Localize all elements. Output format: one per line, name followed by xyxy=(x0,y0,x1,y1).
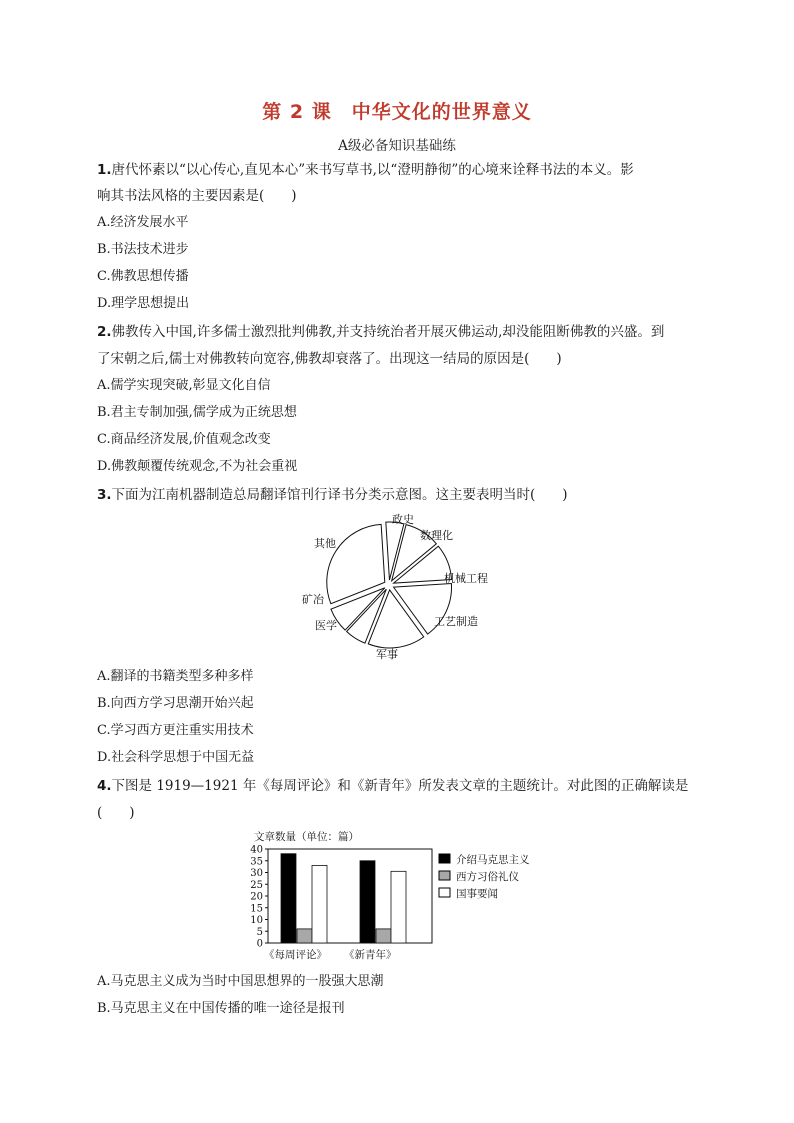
question-1-option-c: C.佛教思想传播 xyxy=(97,269,189,284)
legend-swatch-western-customs xyxy=(439,871,450,880)
article-topic-bar-chart xyxy=(248,827,558,965)
y-tick-label: 20 xyxy=(250,891,263,903)
question-1-line-1: 1.唐代怀素以“以心传心,直见本心”来书写草书,以“澄明静彻”的心境来诠释书法的本义。影 xyxy=(97,162,634,178)
pie-label: 政史 xyxy=(392,513,414,526)
question-4-line-2: ( ) xyxy=(97,805,135,821)
pie-label: 军事 xyxy=(376,648,398,661)
lesson-title: 第 2 课 中华文化的世界意义 xyxy=(262,101,532,123)
question-4-option-a: A.马克思主义成为当时中国思想界的一股强大思潮 xyxy=(97,974,384,989)
bar xyxy=(312,865,327,943)
question-3-line-1: 3.下面为江南机器制造总局翻译馆刊行译书分类示意图。这主要表明当时( ) xyxy=(97,487,568,503)
y-tick-label: 0 xyxy=(256,938,263,950)
y-tick-label: 10 xyxy=(250,915,263,926)
pie-label: 机械工程 xyxy=(444,572,488,585)
question-2-option-a: A.儒学实现突破,彰显文化自信 xyxy=(97,378,271,393)
pie-label: 医学 xyxy=(315,619,337,632)
legend-swatch-state-affairs xyxy=(439,888,450,897)
pie-label: 其他 xyxy=(314,537,336,550)
question-1-option-a: A.经济发展水平 xyxy=(97,215,189,230)
question-1-option-d: D.理学思想提出 xyxy=(97,296,190,311)
bar xyxy=(297,929,312,943)
question-2-option-b: B.君主专制加强,儒学成为正统思想 xyxy=(97,405,297,420)
legend-label: 介绍马克思主义 xyxy=(456,854,530,866)
y-tick-label: 15 xyxy=(250,903,263,915)
y-tick-label: 40 xyxy=(250,844,263,856)
legend xyxy=(439,853,530,900)
category-label: 《新青年》 xyxy=(344,949,397,961)
question-1-line-2: 响其书法风格的主要因素是( ) xyxy=(97,188,297,204)
question-1-option-b: B.书法技术进步 xyxy=(97,242,189,257)
chart-title: 文章数量（单位：篇） xyxy=(254,831,359,843)
question-2-option-d: D.佛教颠覆传统观念,不为社会重视 xyxy=(97,459,298,474)
question-number: 2. xyxy=(97,324,112,340)
pie-label: 工艺制造 xyxy=(434,615,478,628)
legend-swatch-marxism xyxy=(439,854,450,863)
question-number: 3. xyxy=(97,487,112,503)
question-2-option-c: C.商品经济发展,价值观念改变 xyxy=(97,432,271,447)
question-2-line-1: 2.佛教传入中国,许多儒士激烈批判佛教,并支持统治者开展灭佛运动,却没能阻断佛教的兴盛。到 xyxy=(97,324,665,340)
question-3-option-d: D.社会科学思想于中国无益 xyxy=(97,750,255,765)
y-tick-label: 5 xyxy=(256,926,263,938)
pie-label: 数理化 xyxy=(420,529,453,542)
category-label: 《每周评论》 xyxy=(264,949,327,961)
question-4-option-b: B.马克思主义在中国传播的唯一途径是报刊 xyxy=(97,1001,345,1016)
question-3-option-a: A.翻译的书籍类型多种多样 xyxy=(97,669,254,684)
legend-label: 西方习俗礼仪 xyxy=(456,871,519,883)
bar xyxy=(391,871,406,943)
question-3-option-c: C.学习西方更注重实用技术 xyxy=(97,723,254,738)
bar xyxy=(376,929,391,943)
section-subtitle: A级必备知识基础练 xyxy=(338,138,456,154)
question-2-line-2: 了宋朝之后,儒士对佛教转向宽容,佛教却衰落了。出现这一结局的原因是( ) xyxy=(97,351,562,367)
legend-label: 国事要闻 xyxy=(456,888,498,900)
question-number: 1. xyxy=(97,162,112,178)
y-tick-label: 35 xyxy=(250,856,263,868)
question-4-line-1: 4.下图是 1919—1921 年《每周评论》和《新青年》所发表文章的主题统计。对此图的正确解读是 xyxy=(97,778,689,794)
translation-category-pie-chart xyxy=(300,508,500,664)
bar xyxy=(281,854,296,943)
y-tick-label: 30 xyxy=(250,868,263,879)
bar xyxy=(360,861,375,943)
question-3-option-b: B.向西方学习思潮开始兴起 xyxy=(97,696,254,711)
pie-label: 矿冶 xyxy=(302,593,324,606)
question-number: 4. xyxy=(97,778,112,794)
y-tick-label: 25 xyxy=(250,879,263,891)
